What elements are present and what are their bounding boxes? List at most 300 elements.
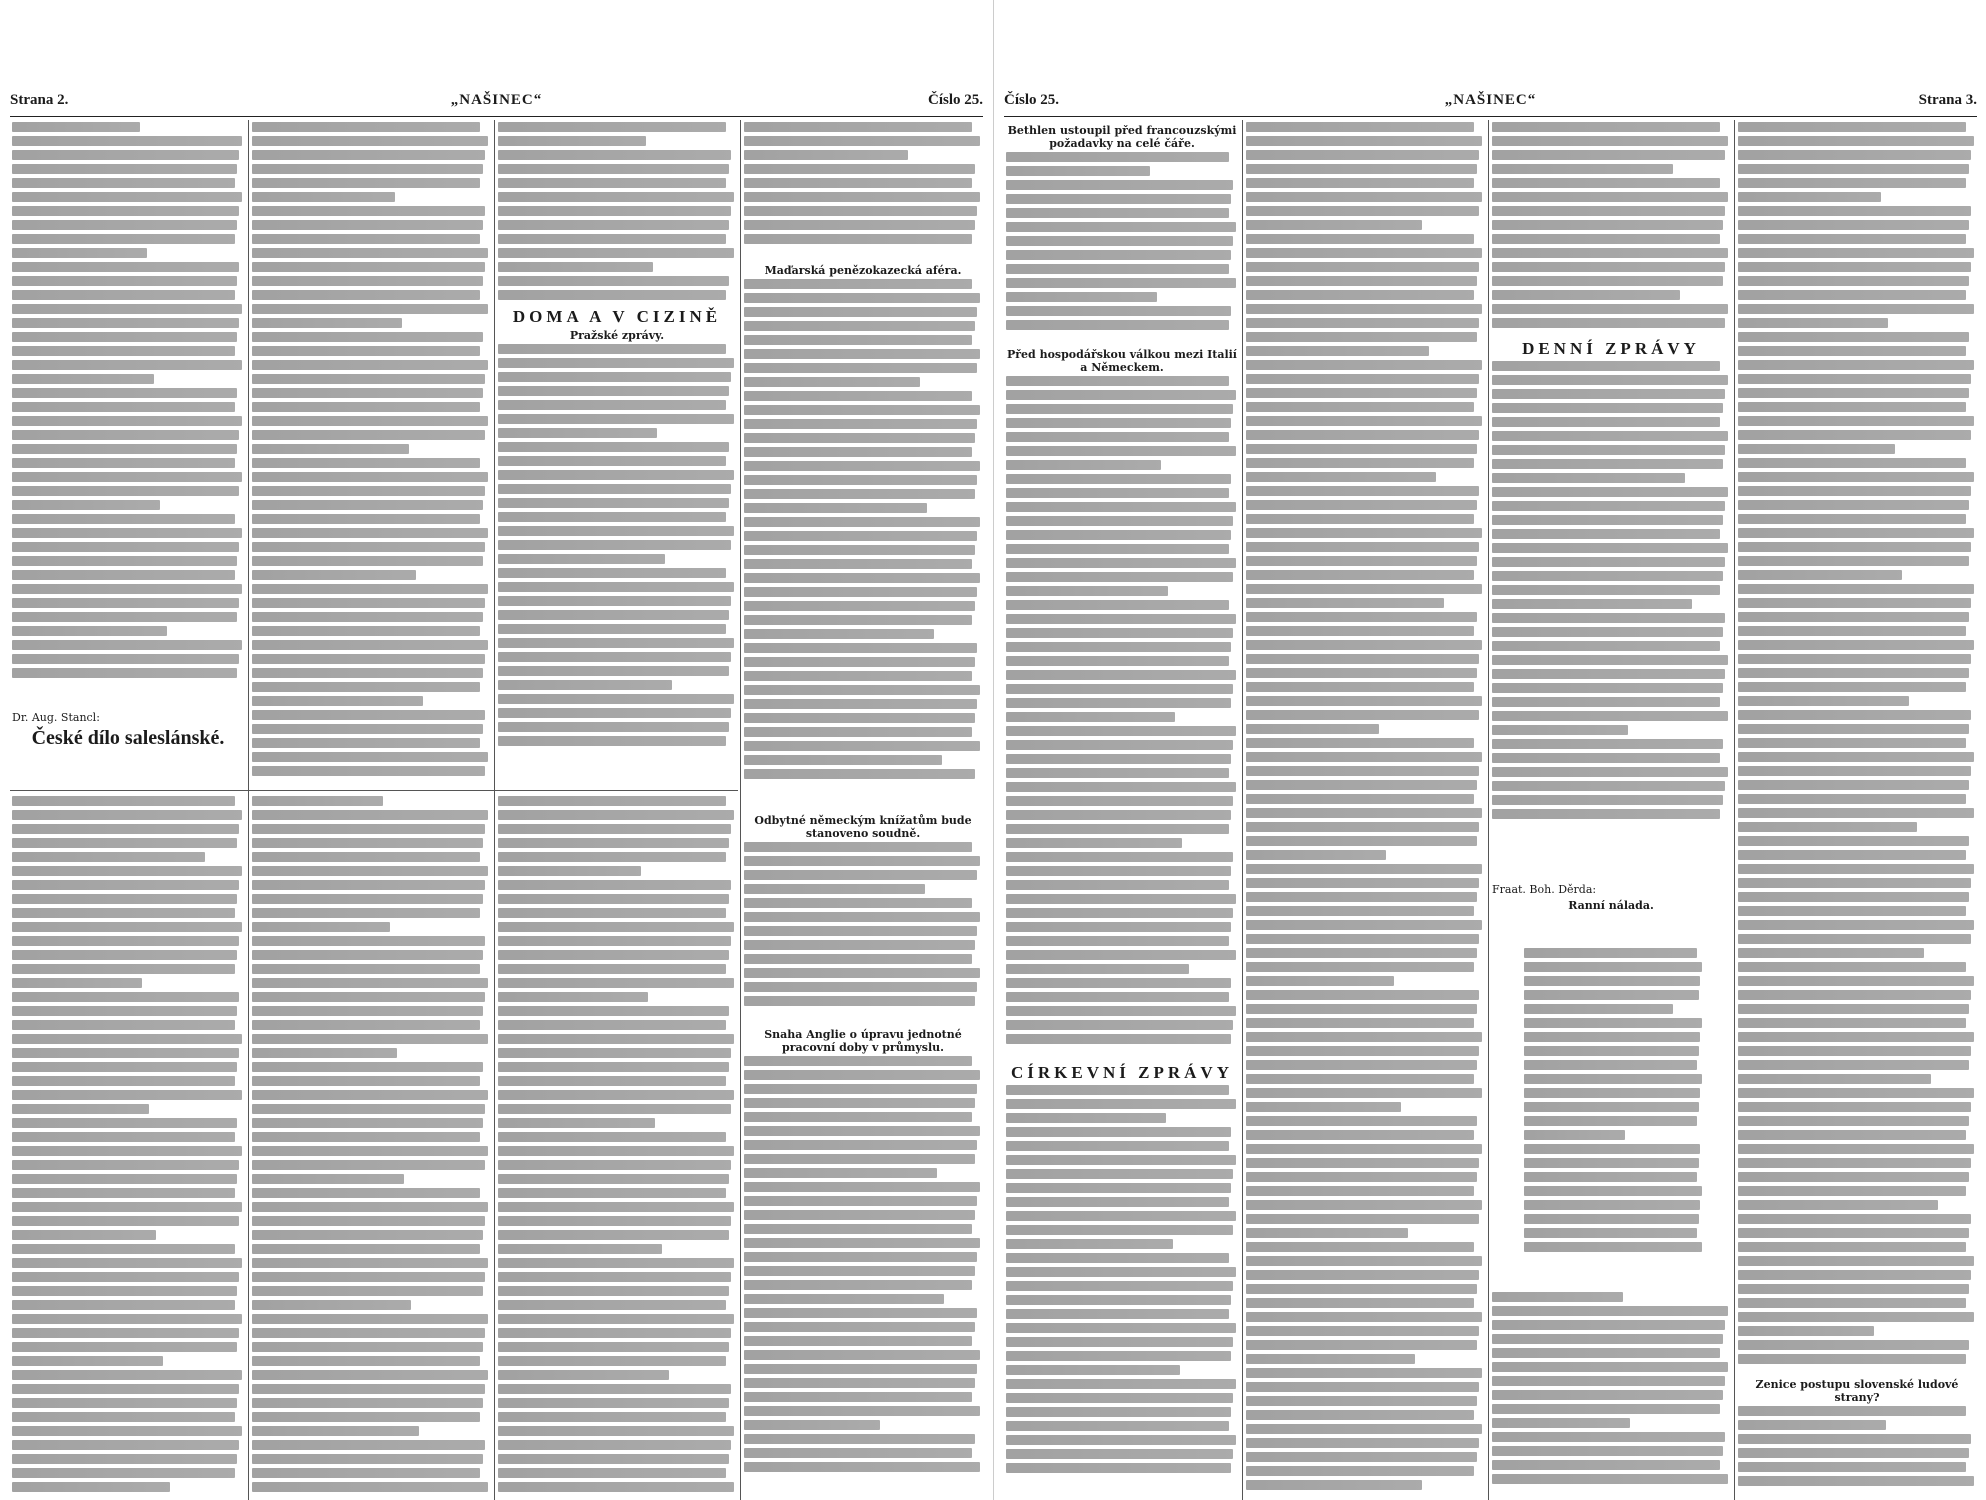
text-line: [1246, 458, 1474, 468]
text-line: [1246, 1452, 1477, 1462]
text-line: [1246, 808, 1482, 818]
text-line: [498, 290, 726, 300]
text-line: [1492, 122, 1720, 132]
text-line: [252, 304, 488, 314]
text-line: [252, 866, 488, 876]
text-line: [744, 1378, 975, 1388]
text-line: [1006, 600, 1229, 610]
text-line: [498, 344, 726, 354]
text-line: [498, 442, 729, 452]
text-line: [252, 556, 483, 566]
text-line: [1738, 360, 1974, 370]
issue-number-right: Číslo 25.: [1004, 92, 1060, 108]
text-line: [252, 164, 483, 174]
news-article: [1738, 1376, 1976, 1496]
text-line: [498, 1132, 726, 1142]
text-line: [498, 1090, 734, 1100]
text-line: [252, 1244, 480, 1254]
text-line: [498, 1468, 726, 1478]
text-line: [1492, 1376, 1725, 1386]
text-line: [1246, 934, 1479, 944]
text-line: [1006, 852, 1233, 862]
text-line: [1738, 1088, 1974, 1098]
news-article: [1006, 346, 1238, 1056]
text-line: [744, 192, 980, 202]
text-line: [12, 598, 239, 608]
text-line: [1006, 1006, 1236, 1016]
text-line: [1006, 1099, 1236, 1109]
text-line: [1006, 838, 1182, 848]
text-line: [12, 1384, 239, 1394]
text-line: [498, 1020, 726, 1030]
article-headline: Maďarská penězokazecká aféra.: [764, 264, 962, 277]
text-line: [1738, 1326, 1874, 1336]
text-line: [252, 262, 485, 272]
text-line: [1246, 1158, 1479, 1168]
text-line: [1738, 1340, 1969, 1350]
text-line: [1524, 1116, 1697, 1126]
text-line: [498, 276, 729, 286]
text-line: [1246, 1144, 1482, 1154]
text-line: [1492, 641, 1720, 651]
right-running-head: [1004, 92, 1977, 114]
text-line: [744, 755, 942, 765]
text-line: [252, 1146, 488, 1156]
text-line: [252, 514, 480, 524]
text-line: [252, 1006, 483, 1016]
text-line: [12, 852, 205, 862]
text-line: [12, 1482, 170, 1492]
text-line: [498, 1314, 734, 1324]
text-line: [252, 810, 488, 820]
text-line: [1738, 864, 1974, 874]
text-line: [252, 122, 480, 132]
text-line: [498, 1062, 729, 1072]
text-line: [498, 484, 731, 494]
text-line: [1738, 1214, 1971, 1224]
text-line: [1524, 1200, 1700, 1210]
text-line: [252, 1454, 483, 1464]
text-line: [1738, 710, 1971, 720]
article-column: [1492, 1292, 1730, 1496]
column-rule: [1242, 120, 1243, 1500]
text-line: [1492, 781, 1725, 791]
text-line: [1246, 444, 1477, 454]
text-line: [12, 136, 242, 146]
text-line: [1006, 1379, 1236, 1389]
text-line: [1492, 1306, 1728, 1316]
text-line: [1246, 332, 1477, 342]
text-line: [498, 992, 648, 1002]
text-line: [1738, 724, 1969, 734]
text-line: [1738, 290, 1966, 300]
text-line: [498, 1398, 729, 1408]
text-line: [1246, 766, 1479, 776]
text-line: [1006, 390, 1236, 400]
text-line: [1738, 598, 1971, 608]
text-line: [498, 386, 729, 396]
text-line: [1524, 1158, 1699, 1168]
text-line: [1492, 739, 1723, 749]
article-column: [744, 122, 982, 260]
text-line: [1006, 1127, 1231, 1137]
body-text-lines: [744, 279, 982, 779]
text-line: [252, 1412, 480, 1422]
text-line: [498, 1482, 734, 1492]
text-line: [1492, 585, 1720, 595]
text-line: [1006, 866, 1231, 876]
article-column: [12, 122, 244, 722]
text-line: [252, 1160, 485, 1170]
text-line: [1246, 1088, 1482, 1098]
text-line: [1006, 208, 1229, 218]
text-line: [1246, 794, 1474, 804]
text-line: [12, 936, 239, 946]
body-text-lines: [1492, 122, 1730, 328]
text-line: [498, 1202, 734, 1212]
text-line: [1524, 1144, 1700, 1154]
article-column: [498, 796, 736, 1496]
text-line: [12, 178, 235, 188]
text-line: [1524, 1032, 1700, 1042]
text-line: [744, 1112, 972, 1122]
text-line: [1246, 990, 1479, 1000]
text-line: [252, 1132, 480, 1142]
text-line: [1246, 654, 1479, 664]
text-line: [1006, 194, 1231, 204]
text-line: [1738, 304, 1974, 314]
text-line: [498, 1230, 729, 1240]
text-line: [1246, 920, 1482, 930]
text-line: [744, 377, 920, 387]
text-line: [744, 1252, 977, 1262]
article-heading-block: [12, 708, 244, 788]
text-line: [252, 1426, 419, 1436]
text-line: [1738, 528, 1974, 538]
text-line: [1492, 318, 1725, 328]
text-line: [1738, 962, 1966, 972]
body-text-lines: [252, 796, 490, 1492]
text-line: [498, 880, 731, 890]
text-line: [1492, 403, 1723, 413]
article-headline: Snaha Anglie o úpravu jednotné pracovní doby v průmyslu.: [764, 1028, 962, 1054]
text-line: [252, 612, 483, 622]
text-line: [1738, 1172, 1969, 1182]
text-line: [1738, 1200, 1938, 1210]
text-line: [1738, 486, 1971, 496]
text-line: [1738, 766, 1971, 776]
text-line: [744, 727, 972, 737]
text-line: [12, 472, 242, 482]
text-line: [1246, 136, 1482, 146]
text-line: [12, 1076, 235, 1086]
text-line: [1006, 754, 1231, 764]
text-line: [252, 430, 485, 440]
text-line: [252, 1216, 485, 1226]
text-line: [498, 372, 731, 382]
text-line: [1738, 1046, 1971, 1056]
text-line: [252, 472, 488, 482]
text-line: [12, 584, 242, 594]
text-line: [1006, 964, 1189, 974]
text-line: [1006, 880, 1229, 890]
text-line: [12, 1440, 239, 1450]
text-line: [12, 1342, 237, 1352]
text-line: [252, 1174, 404, 1184]
text-line: [1492, 150, 1725, 160]
text-line: [12, 346, 235, 356]
text-line: [1492, 795, 1723, 805]
text-line: [1246, 1438, 1479, 1448]
article-headline: České dílo saleslánské.: [31, 727, 225, 749]
text-line: [1246, 192, 1482, 202]
text-line: [12, 626, 167, 636]
text-line: [1492, 1390, 1723, 1400]
text-line: [498, 400, 726, 410]
text-line: [744, 321, 975, 331]
text-line: [12, 1398, 237, 1408]
body-text-lines: [12, 796, 244, 1492]
text-line: [252, 1104, 485, 1114]
body-text-lines: [1246, 122, 1484, 1490]
text-line: [12, 416, 242, 426]
text-line: [1738, 1018, 1966, 1028]
text-line: [252, 332, 483, 342]
text-line: [1246, 1382, 1479, 1392]
text-line: [1738, 374, 1971, 384]
text-line: [1006, 1449, 1233, 1459]
text-line: [1738, 794, 1966, 804]
text-line: [252, 696, 423, 706]
text-line: [12, 1034, 242, 1044]
text-line: [1492, 417, 1720, 427]
text-line: [1738, 1228, 1969, 1238]
text-line: [1738, 850, 1966, 860]
column-rule: [494, 120, 495, 1500]
text-line: [252, 136, 488, 146]
text-line: [498, 428, 657, 438]
text-line: [1246, 206, 1479, 216]
body-text-lines: [1006, 376, 1238, 1044]
text-line: [252, 178, 480, 188]
text-line: [1492, 473, 1685, 483]
header-rule-left: [10, 116, 983, 117]
text-line: [1006, 1197, 1229, 1207]
text-line: [12, 1006, 237, 1016]
text-line: [252, 936, 485, 946]
text-line: [252, 1188, 480, 1198]
text-line: [1738, 220, 1969, 230]
text-line: [1006, 306, 1231, 316]
text-line: [12, 964, 235, 974]
text-line: [1246, 1284, 1477, 1294]
text-line: [498, 1370, 669, 1380]
text-line: [252, 1118, 483, 1128]
text-line: [744, 601, 975, 611]
text-line: [1006, 320, 1229, 330]
text-line: [1006, 614, 1236, 624]
news-article: [744, 262, 982, 808]
text-line: [1246, 1074, 1474, 1084]
text-line: [1492, 361, 1720, 371]
text-line: [1524, 1186, 1702, 1196]
text-line: [498, 964, 726, 974]
text-line: [1006, 1393, 1233, 1403]
text-line: [1738, 822, 1917, 832]
text-line: [252, 248, 488, 258]
text-line: [744, 447, 972, 457]
text-line: [1524, 1060, 1697, 1070]
text-line: [1492, 809, 1720, 819]
text-line: [1006, 1253, 1229, 1263]
text-line: [12, 1160, 239, 1170]
news-article: [1006, 122, 1238, 342]
text-line: [1246, 640, 1482, 650]
body-text-lines: [498, 796, 736, 1492]
text-line: [1524, 1088, 1700, 1098]
text-line: [1738, 248, 1974, 258]
text-line: [12, 1244, 235, 1254]
text-line: [1738, 1406, 1966, 1416]
text-line: [1492, 1362, 1728, 1372]
text-line: [744, 461, 980, 471]
text-line: [1738, 234, 1966, 244]
text-line: [1492, 178, 1720, 188]
text-line: [12, 318, 239, 328]
text-line: [1246, 1354, 1415, 1364]
text-line: [252, 1384, 485, 1394]
text-line: [1738, 1158, 1971, 1168]
text-line: [1246, 472, 1436, 482]
text-line: [1524, 990, 1699, 1000]
text-line: [498, 680, 672, 690]
text-line: [1738, 640, 1974, 650]
text-line: [498, 456, 726, 466]
text-line: [252, 570, 416, 580]
text-line: [498, 248, 734, 258]
text-line: [252, 1356, 480, 1366]
text-line: [252, 220, 483, 230]
text-line: [1738, 780, 1969, 790]
text-line: [252, 290, 480, 300]
text-line: [12, 234, 235, 244]
header-rule-right: [1004, 116, 1977, 117]
text-line: [744, 856, 980, 866]
text-line: [1006, 488, 1229, 498]
text-line: [1738, 1060, 1969, 1070]
text-line: [1246, 528, 1482, 538]
text-line: [1738, 626, 1966, 636]
text-line: [498, 122, 726, 132]
text-line: [12, 1454, 237, 1464]
text-line: [12, 1146, 242, 1156]
text-line: [1524, 1242, 1702, 1252]
text-line: [252, 542, 485, 552]
text-line: [12, 1314, 242, 1324]
issue-number-left: Číslo 25.: [927, 92, 983, 108]
text-line: [1738, 906, 1966, 916]
text-line: [1246, 388, 1477, 398]
right-page: [993, 0, 1986, 1500]
poem-lines: [1524, 948, 1704, 1252]
text-line: [252, 950, 483, 960]
text-line: [744, 954, 972, 964]
text-line: [1738, 318, 1888, 328]
text-line: [252, 234, 480, 244]
text-line: [744, 559, 972, 569]
text-line: [1006, 782, 1236, 792]
text-line: [1246, 290, 1474, 300]
text-line: [1738, 1354, 1966, 1364]
text-line: [252, 1034, 488, 1044]
text-line: [498, 582, 734, 592]
text-line: [744, 940, 975, 950]
text-line: [12, 360, 242, 370]
text-line: [1246, 738, 1474, 748]
text-line: [1492, 501, 1725, 511]
article-column: [498, 122, 736, 302]
text-line: [1006, 1141, 1229, 1151]
text-line: [1738, 122, 1966, 132]
text-line: [252, 318, 402, 328]
text-line: [1492, 1320, 1725, 1330]
text-line: [252, 1328, 485, 1338]
body-text-lines: [1492, 1292, 1730, 1484]
text-line: [1246, 1480, 1422, 1490]
text-line: [1524, 1214, 1699, 1224]
text-line: [1006, 950, 1236, 960]
text-line: [1006, 936, 1229, 946]
text-line: [498, 220, 729, 230]
article-column: [252, 796, 490, 1496]
text-line: [252, 766, 485, 776]
text-line: [1738, 1312, 1974, 1322]
text-line: [1738, 1004, 1969, 1014]
text-line: [1492, 655, 1728, 665]
text-line: [1006, 250, 1231, 260]
text-line: [1006, 376, 1229, 386]
text-line: [1492, 431, 1728, 441]
text-line: [1246, 696, 1482, 706]
text-line: [1246, 374, 1479, 384]
text-line: [1006, 558, 1236, 568]
text-line: [1738, 164, 1969, 174]
text-line: [498, 810, 734, 820]
text-line: [498, 1356, 726, 1366]
text-line: [498, 526, 734, 536]
text-line: [1492, 375, 1728, 385]
text-line: [1246, 1186, 1474, 1196]
text-line: [744, 1070, 980, 1080]
text-line: [252, 416, 488, 426]
text-line: [744, 122, 972, 132]
text-line: [744, 1322, 975, 1332]
text-line: [12, 1468, 235, 1478]
text-line: [1738, 612, 1969, 622]
text-line: [1006, 292, 1157, 302]
text-line: [1006, 1239, 1173, 1249]
text-line: [1246, 556, 1477, 566]
text-line: [498, 1440, 731, 1450]
text-line: [744, 1420, 880, 1430]
article-column: [1246, 122, 1484, 1496]
text-line: [1006, 1435, 1236, 1445]
text-line: [744, 842, 972, 852]
text-line: [1492, 445, 1725, 455]
article-column: [1492, 122, 1730, 332]
text-line: [1006, 908, 1233, 918]
news-section: [498, 304, 736, 784]
